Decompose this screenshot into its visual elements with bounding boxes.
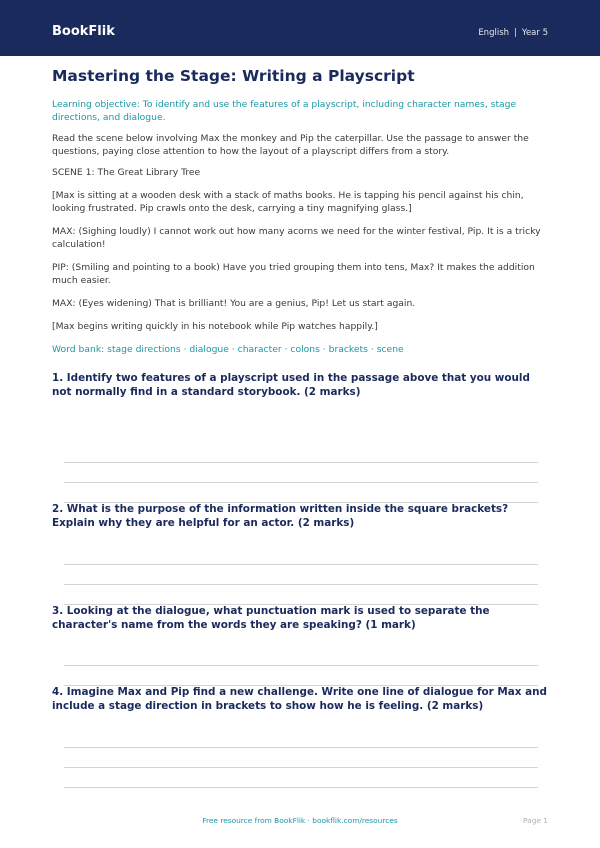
- header-bar: [0, 0, 600, 56]
- brand-logo[interactable]: BookFlik: [52, 24, 115, 39]
- passage-line: MAX: (Eyes widening) That is brilliant! You are a genius, Pip! Let us start again.: [52, 298, 416, 309]
- page-title: Mastering the Stage: Writing a Playscript: [52, 67, 415, 85]
- learning-objective: Learning objective: To identify and use the features of a playscript, including character names, stage directions, and dialogue.: [52, 99, 517, 123]
- question-3: 3. Looking at the dialogue, what punctuation mark is used to separate the character's name from the words they are speaking? (1 mark): [52, 605, 490, 631]
- worksheet-content: [52, 66, 548, 399]
- answer-line[interactable]: [64, 584, 538, 585]
- question-1: 1. Identify two features of a playscript used in the passage above that you would not normally find in a standard storybook. (2 marks): [52, 372, 530, 398]
- year-label: Year 5: [521, 28, 548, 38]
- header-meta: [478, 28, 548, 39]
- question-4: 4. Imagine Max and Pip find a new challenge. Write one line of dialogue for Max and include a stage direction in brackets to show how he is feeling. (2 marks): [52, 686, 547, 712]
- footer-credit[interactable]: Free resource from BookFlik · bookflik.com/resources: [202, 816, 398, 825]
- answer-line[interactable]: [64, 462, 538, 463]
- question-2: 2. What is the purpose of the information written inside the square brackets? Explain why they are helpful for an actor. (2 marks): [52, 503, 509, 529]
- answer-line[interactable]: [64, 482, 538, 483]
- passage-line: [Max is sitting at a wooden desk with a stack of maths books. He is tapping his pencil against his chin, looking frustrated. Pip crawls onto the desk, carrying a tiny magnifying glass.]: [52, 190, 524, 214]
- answer-line[interactable]: [64, 665, 538, 666]
- passage-line: [Max begins writing quickly in his notebook while Pip watches happily.]: [52, 321, 378, 332]
- passage-line: PIP: (Smiling and pointing to a book) Have you tried grouping them into tens, Max? It makes the addition much easier.: [52, 262, 535, 286]
- word-bank: Word bank: stage directions · dialogue · character · colons · brackets · scene: [52, 344, 404, 355]
- scene-heading: SCENE 1: The Great Library Tree: [52, 167, 201, 178]
- passage-line: MAX: (Sighing loudly) I cannot work out how many acorns we need for the winter festival, Pip. It is a tricky calculation!: [52, 226, 541, 250]
- answer-line[interactable]: [64, 787, 538, 788]
- answer-line[interactable]: [64, 747, 538, 748]
- answer-line[interactable]: [64, 564, 538, 565]
- answer-line[interactable]: [64, 767, 538, 768]
- intro-text: Read the scene below involving Max the monkey and Pip the caterpillar. Use the passage to answer the questions, paying close attention to how the layout of a playscript differs from a story.: [52, 133, 529, 157]
- meta-separator: |: [514, 28, 517, 38]
- subject-label: English: [478, 28, 510, 38]
- page-number: Page 1: [523, 816, 548, 825]
